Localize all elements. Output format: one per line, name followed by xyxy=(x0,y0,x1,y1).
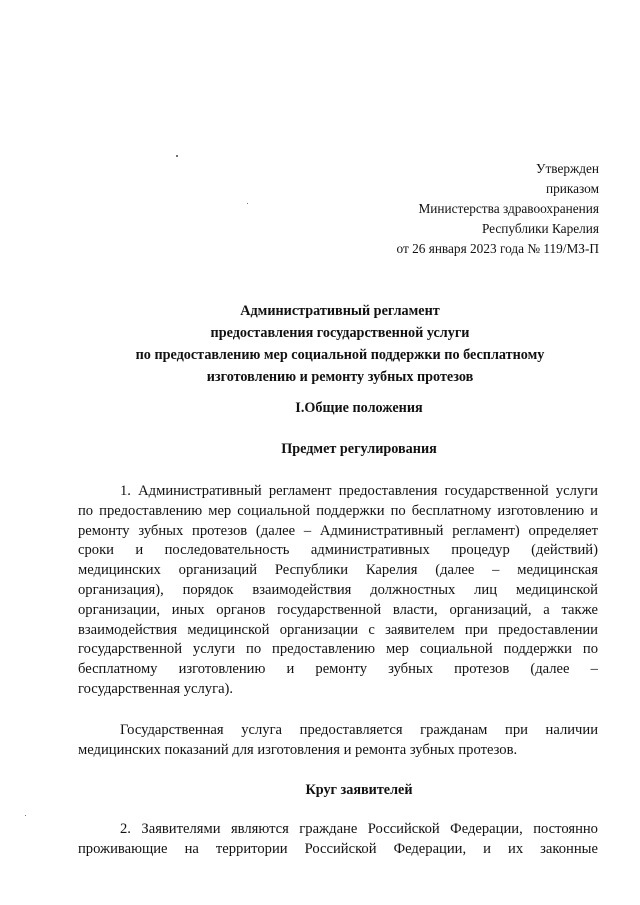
paragraph-word: Федерации, xyxy=(450,821,523,837)
approval-line: от 26 января 2023 года № 119/МЗ-П xyxy=(396,241,599,256)
paragraph-word: их xyxy=(508,840,524,857)
approval-line: Утвержден xyxy=(536,161,599,176)
paragraph-line xyxy=(78,820,598,840)
paragraph-word: протезов xyxy=(454,661,510,678)
section-heading: I.Общие положения xyxy=(295,400,423,416)
paragraph-word: Федерации, xyxy=(393,840,467,857)
paragraph-line xyxy=(78,741,598,761)
scan-speck xyxy=(247,203,248,204)
paragraph-word: взаимодействия xyxy=(252,581,352,598)
paragraph-word: (действий) xyxy=(531,542,598,559)
paragraph-line xyxy=(78,541,598,561)
paragraph-line xyxy=(78,601,598,621)
title-line: по предоставлению мер социальной поддержки по бесплатному xyxy=(135,347,545,363)
paragraph-line xyxy=(78,502,598,522)
scan-speck xyxy=(25,815,26,816)
approval-line: Республики Карелия xyxy=(481,221,599,236)
document-title xyxy=(0,300,640,388)
paragraph-word: постоянно xyxy=(533,821,598,837)
paragraph-word: ремонту xyxy=(315,661,367,678)
title-line: Административный регламент xyxy=(240,303,440,319)
paragraph-word: территории xyxy=(215,840,288,857)
paragraph-line xyxy=(78,640,598,660)
paragraph-word: зубных xyxy=(388,661,434,678)
paragraph-word: (далее xyxy=(530,661,570,678)
paragraph-text: 1. Административный регламент предоставления государственной услуги xyxy=(120,483,598,499)
paragraph-word: медицинских xyxy=(78,562,161,579)
paragraph-line xyxy=(78,581,598,601)
paragraph-text: взаимодействия медицинской организации с заявителем при предоставлении xyxy=(78,621,598,638)
paragraph-line xyxy=(78,561,598,581)
paragraph-word: наличии xyxy=(545,722,598,738)
paragraph-word: законные xyxy=(540,840,598,857)
paragraph-word: проживающие xyxy=(78,840,168,857)
paragraph-word: медицинская xyxy=(517,562,598,579)
paragraph-word: организация), xyxy=(78,581,164,598)
paragraph-word: бесплатному xyxy=(78,661,158,678)
paragraph-line xyxy=(78,621,598,641)
paragraph-word: процедур xyxy=(451,542,510,559)
approval-line: приказом xyxy=(545,181,599,196)
paragraph-word: Республики xyxy=(274,562,349,579)
paragraph-word: Российской xyxy=(367,821,440,837)
subject-heading: Предмет регулирования xyxy=(281,441,437,457)
paragraph-text: государственной услуги по предоставлению мер социальной поддержки по xyxy=(78,641,598,658)
paragraph-word: (далее xyxy=(435,562,475,579)
paragraph-word: сроки xyxy=(78,542,114,559)
paragraph-word: административных xyxy=(310,542,430,559)
paragraph-word: изготовлению xyxy=(178,661,266,678)
approval-line: Министерства здравоохранения xyxy=(418,201,599,216)
paragraph-line xyxy=(78,482,598,502)
paragraph-line xyxy=(78,660,598,680)
approval-block xyxy=(396,159,599,259)
paragraph-word: при xyxy=(505,722,528,738)
applicants-heading: Круг заявителей xyxy=(305,782,413,798)
paragraph-line xyxy=(78,680,598,700)
paragraph-text: государственная услуга). xyxy=(78,680,234,697)
paragraph-line xyxy=(78,522,598,542)
paragraph-text: ремонту зубных протезов (далее – Административный регламент) определяет xyxy=(78,522,598,539)
paragraph-text: организации, иных органов государственной власти, организаций, а также xyxy=(78,601,598,618)
title-line: изготовлению и ремонту зубных протезов xyxy=(206,369,474,385)
paragraph-word: порядок xyxy=(182,581,234,598)
paragraph-word: и xyxy=(286,661,295,678)
paragraph-word: граждане xyxy=(299,821,358,837)
paragraph-word: – xyxy=(492,562,500,579)
paragraph-text: медицинских показаний для изготовления и ремонта зубных протезов. xyxy=(78,741,518,758)
paragraph-word: последовательность xyxy=(164,542,290,559)
paragraph-word: на xyxy=(184,840,199,857)
paragraph-word: лиц xyxy=(474,581,498,598)
paragraph-word: – xyxy=(590,661,598,678)
paragraph-line xyxy=(78,840,598,860)
paragraph-word: 2. xyxy=(120,821,131,837)
paragraph-word: Государственная xyxy=(120,722,224,738)
paragraph-1 xyxy=(78,482,598,700)
paragraph-text: по предоставлению мер социальной поддержки по бесплатному изготовлению и xyxy=(78,502,598,519)
paragraph-word: должностных xyxy=(370,581,456,598)
paragraph-word: организаций xyxy=(178,562,258,579)
paragraph-3 xyxy=(78,820,598,860)
paragraph-word: и xyxy=(483,840,491,857)
paragraph-word: Карелия xyxy=(365,562,418,579)
paragraph-word: Заявителями xyxy=(141,821,221,837)
scan-speck xyxy=(176,155,178,157)
paragraph-word: и xyxy=(135,542,144,559)
paragraph-word: гражданам xyxy=(420,722,488,738)
paragraph-word: предоставляется xyxy=(299,722,403,738)
paragraph-word: Российской xyxy=(304,840,377,857)
paragraph-word: медицинской xyxy=(515,581,598,598)
title-line: предоставления государственной услуги xyxy=(210,325,470,341)
paragraph-word: услуга xyxy=(241,722,283,738)
paragraph-word: являются xyxy=(230,821,289,837)
paragraph-2 xyxy=(78,721,598,761)
paragraph-line xyxy=(78,721,598,741)
